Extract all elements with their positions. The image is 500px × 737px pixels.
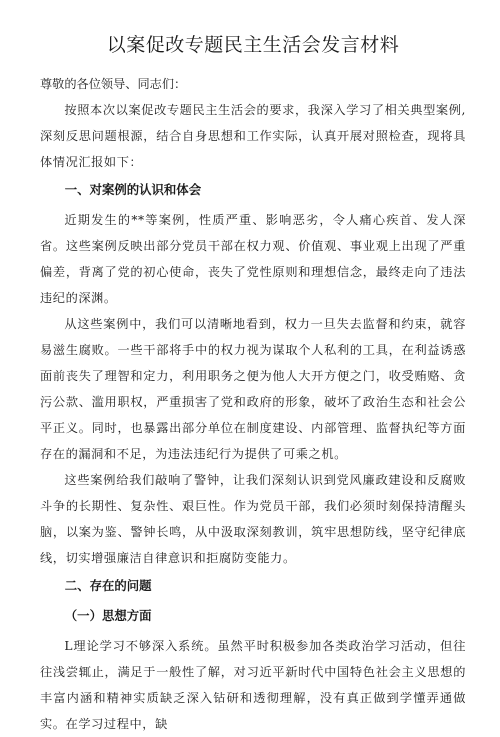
section2-subheading-1: （一）思想方面	[64, 608, 152, 623]
section2-sub1-paragraph-1: L理论学习不够深入系统。虽然平时积极参加各类政治学习活动，但往往浅尝辄止，满足于一般性了解，对习近平新时代中国特色社会主义思想的丰富内涵和精神实质缺乏深入钻研和透彻理解，没有真正做到学懂弄通做实。在学习过程中，缺	[40, 639, 466, 731]
section1-paragraph-1: 近期发生的**等案例，性质严重、影响恶劣，令人痛心疾首、发人深省。这些案例反映出部分党员干部在权力观、价值观、事业观上出现了严重偏差，背离了党的初心使命，丧失了党性原则和理想信念，最终走向了违法违纪的深渊。	[40, 213, 466, 305]
section1-heading: 一、对案例的认识和体会	[64, 182, 202, 197]
salutation: 尊敬的各位领导、同志们：	[40, 77, 187, 91]
document-title: 以案促改专题民主生活会发言材料	[106, 34, 400, 56]
intro-paragraph: 按照本次以案促改专题民主生活会的要求，我深入学习了相关典型案例,深刻反思问题根源，结合自身思想和工作实际，认真开展对照检查，现将具体情况汇报如下：	[40, 103, 466, 169]
section2-heading: 二、存在的问题	[64, 578, 152, 593]
section1-paragraph-3: 这些案例给我们敲响了警钟，让我们深刻认识到党风廉政建设和反腐败斗争的长期性、复杂性、艰巨性。作为党员干部，我们必须时刻保持清醒头脑，以案为鉴、警钟长鸣，从中汲取深刻教训，筑牢思想防线，坚守纪律底线，切实增强廉洁自律意识和拒腐防变能力。	[40, 473, 466, 565]
section1-paragraph-2: 从这些案例中，我们可以清晰地看到，权力一旦失去监督和约束，就容易滋生腐败。一些干部将手中的权力视为谋取个人私利的工具，在利益诱惑面前丧失了理智和定力，利用职务之便为他人大开方便之门，收受贿赂、贪污公款、滥用职权，严重损害了党和政府的形象，破坏了政治生态和社会公平正义。同时，也暴露出部分单位在制度建设、内部管理、监督执纪等方面存在的漏洞和不足，为违法违纪行为提供了可乘之机。	[40, 317, 466, 461]
